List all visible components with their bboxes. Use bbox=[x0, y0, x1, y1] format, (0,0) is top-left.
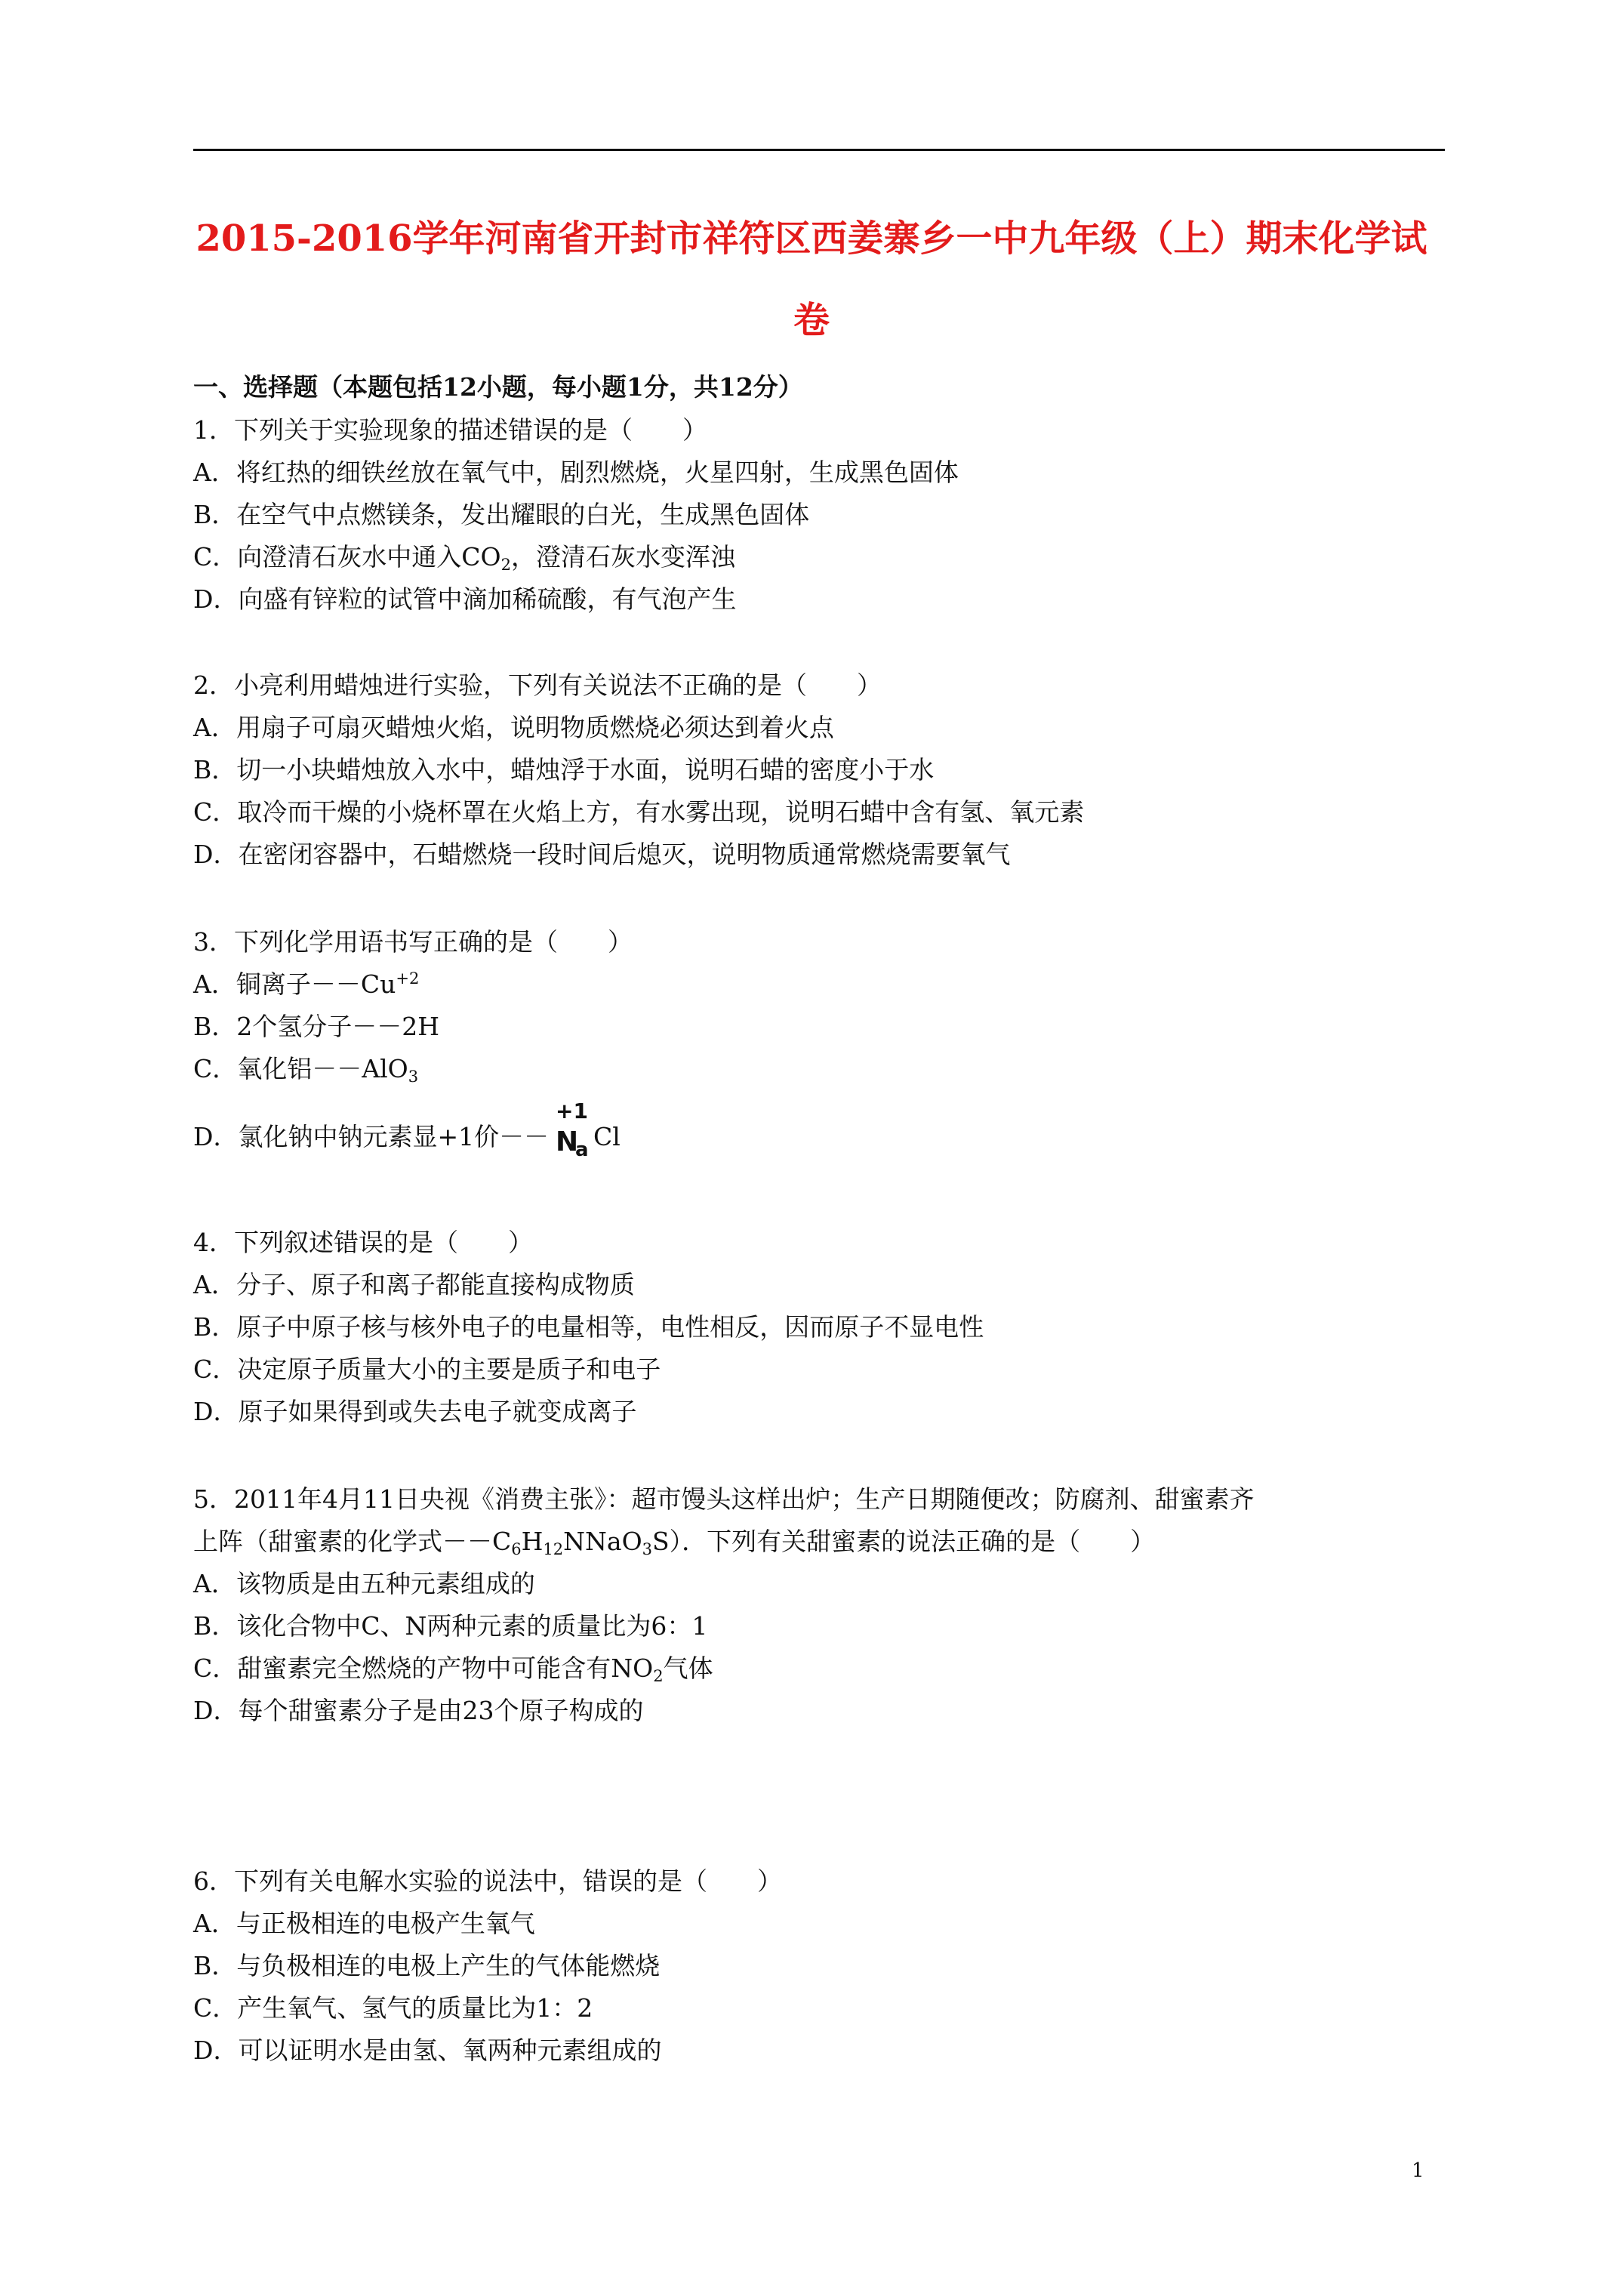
q4-option-d: D．原子如果得到或失去电子就变成离子 bbox=[193, 1397, 637, 1426]
q1-option-a: A．将红热的细铁丝放在氧气中，剧烈燃烧，火星四射，生成黑色固体 bbox=[193, 458, 959, 487]
q2-option-b: B．切一小块蜡烛放入水中，蜡烛浮于水面，说明石蜡的密度小于水 bbox=[193, 755, 935, 784]
q5-stem-line2: 上阵（甜蜜素的化学式$--C_6H_{12}NNaO_3S$）．下列有关甜蜜素的说法正确的是（ ） bbox=[193, 1527, 1156, 1558]
q6-stem: 6．下列有关电解水实验的说法中，错误的是（ ） bbox=[193, 1866, 782, 1896]
section-heading: 一、选择题（本题包括12小题，每小题1分，共12分） bbox=[193, 372, 803, 402]
q5-stem-line1: 5．2011年4月11日央视《消费主张》：超市馒头这样出炉；生产日期随便改；防腐剂、甜蜜素齐 bbox=[193, 1484, 1255, 1514]
q3-option-a: A．铜离子$--Cu^{+2}$ bbox=[193, 969, 420, 999]
q2-stem: 2．小亮利用蜡烛进行实验，下列有关说法不正确的是（ ） bbox=[193, 670, 882, 700]
q2-option-d: D．在密闭容器中，石蜡燃烧一段时间后熄灭，说明物质通常燃烧需要氧气 bbox=[193, 840, 1011, 869]
q4-option-a: A．分子、原子和离子都能直接构成物质 bbox=[193, 1270, 635, 1299]
q2-option-c: C．取冷而干燥的小烧杯罩在火焰上方，有水雾出现，说明石蜡中含有氢、氧元素 bbox=[193, 797, 1085, 827]
na-valence-plus1: +1 bbox=[556, 1099, 588, 1123]
q4-option-c: C．决定原子质量大小的主要是质子和电子 bbox=[193, 1354, 661, 1384]
na-symbol-n: N bbox=[556, 1126, 579, 1157]
q1-stem: 1．下列关于实验现象的描述错误的是（ ） bbox=[193, 415, 707, 445]
q5-option-d: D．每个甜蜜素分子是由23个原子构成的 bbox=[193, 1696, 644, 1725]
q6-option-c: C．产生氧气、氢气的质量比为1：2 bbox=[193, 1993, 593, 2023]
page-number: 1 bbox=[1412, 2159, 1424, 2182]
q5-option-c: C．甜蜜素完全燃烧的产物中可能含有$NO_2$气体 bbox=[193, 1653, 713, 1685]
q4-stem: 4．下列叙述错误的是（ ） bbox=[193, 1228, 533, 1257]
na-symbol-a: a bbox=[575, 1139, 589, 1161]
q6-option-a: A．与正极相连的电极产生氧气 bbox=[193, 1909, 535, 1938]
header-rule bbox=[193, 149, 1445, 151]
q3-stem: 3．下列化学用语书写正确的是（ ） bbox=[193, 927, 633, 957]
q1-option-b: B．在空气中点燃镁条，发出耀眼的白光，生成黑色固体 bbox=[193, 500, 810, 529]
q5-option-b: B．该化合物中C、N两种元素的质量比为6：1 bbox=[193, 1611, 708, 1641]
exam-title-line1: 2015-2016学年河南省开封市祥符区西姜寨乡一中九年级（上）期末化学试 bbox=[196, 217, 1427, 260]
exam-title-line2: 卷 bbox=[793, 299, 830, 341]
q3-option-c: C．氧化铝－－AlO$_3$ bbox=[193, 1054, 419, 1086]
q1-option-d: D．向盛有锌粒的试管中滴加稀硫酸，有气泡产生 bbox=[193, 584, 737, 614]
q6-option-b: B．与负极相连的电极上产生的气体能燃烧 bbox=[193, 1951, 661, 1980]
q6-option-d: D．可以证明水是由氢、氧两种元素组成的 bbox=[193, 2036, 662, 2065]
q5-option-a: A．该物质是由五种元素组成的 bbox=[193, 1569, 535, 1598]
q3-option-b: B．2个氢分子－－2H bbox=[193, 1012, 440, 1041]
q3-option-d-cl: Cl bbox=[593, 1122, 621, 1151]
q3-option-d: D．氯化钠中钠元素显+1价－－ bbox=[193, 1122, 550, 1151]
q4-option-b: B．原子中原子核与核外电子的电量相等，电性相反，因而原子不显电性 bbox=[193, 1312, 984, 1342]
q1-option-c: C．向澄清石灰水中通入$CO_2$，澄清石灰水变浑浊 bbox=[193, 542, 735, 574]
q2-option-a: A．用扇子可扇灭蜡烛火焰，说明物质燃烧必须达到着火点 bbox=[193, 713, 834, 742]
